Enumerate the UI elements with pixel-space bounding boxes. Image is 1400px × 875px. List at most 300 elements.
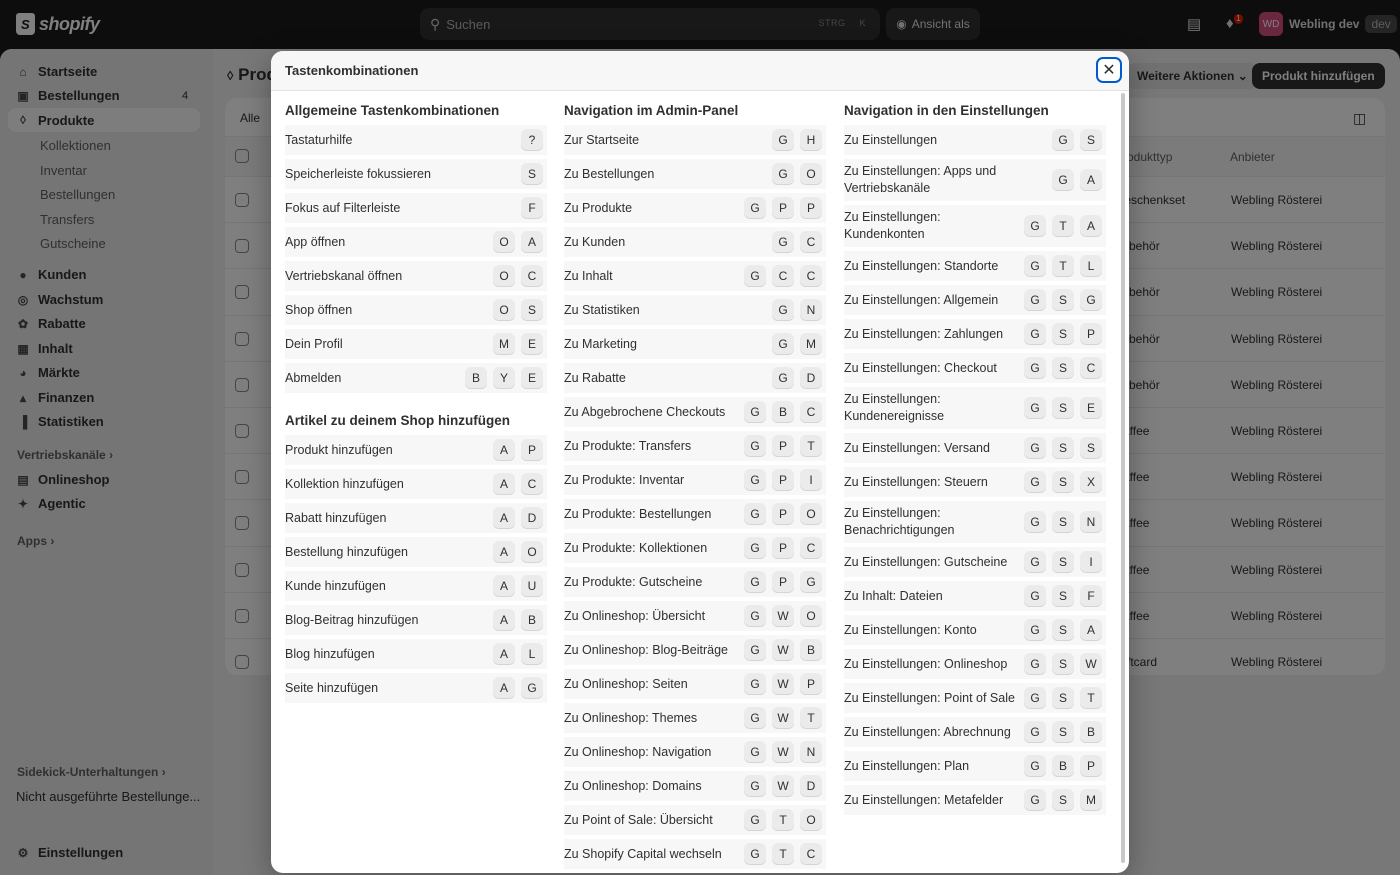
keycap: N [800, 299, 822, 321]
keycap: G [1024, 687, 1046, 709]
keycap: M [1080, 789, 1102, 811]
keycap: ? [521, 129, 543, 151]
keycap: A [493, 677, 515, 699]
keycap: P [1080, 755, 1102, 777]
shortcut-keys [493, 609, 547, 631]
keycap: S [1052, 357, 1074, 379]
shortcut-row [285, 537, 547, 567]
shortcut-row [844, 433, 1106, 463]
shortcut-label: Zu Onlineshop: Navigation [564, 744, 712, 759]
shortcut-label: Zu Einstellungen: Konto [844, 622, 977, 637]
shortcut-keys [493, 299, 547, 321]
shortcut-keys [465, 367, 547, 389]
shortcut-keys [521, 163, 547, 185]
shortcut-keys [1024, 551, 1106, 573]
keycap: A [493, 473, 515, 495]
keycap: G [744, 605, 766, 627]
shortcut-row [285, 503, 547, 533]
shortcut-row [285, 435, 547, 465]
shortcut-keys [772, 299, 826, 321]
keycap: S [1052, 397, 1074, 419]
keycap: S [1080, 129, 1102, 151]
shortcut-row [564, 227, 826, 257]
shortcut-row [564, 499, 826, 529]
shortcut-label: Zu Point of Sale: Übersicht [564, 812, 713, 827]
shortcut-keys [1024, 789, 1106, 811]
keycap: G [744, 435, 766, 457]
keycap: G [1024, 215, 1046, 237]
keycap: S [1052, 323, 1074, 345]
keycap: G [744, 775, 766, 797]
keycap: G [1024, 437, 1046, 459]
shortcut-label: Zu Rabatte [564, 370, 626, 385]
keycap: E [521, 333, 543, 355]
shortcut-label: Zu Produkte: Transfers [564, 438, 692, 453]
shortcut-row [844, 785, 1106, 815]
keycap: G [772, 129, 794, 151]
shortcut-row [844, 615, 1106, 645]
shortcut-row [285, 261, 547, 291]
shortcut-row [564, 397, 826, 427]
keycap: F [521, 197, 543, 219]
keycap: P [772, 571, 794, 593]
keycap: G [744, 537, 766, 559]
keycap: B [1052, 755, 1074, 777]
keycap: W [772, 775, 794, 797]
shortcut-label: Zu Einstellungen: Steuern [844, 474, 988, 489]
shortcut-keys [1052, 129, 1106, 151]
shortcut-row [285, 125, 547, 155]
keycap: G [1024, 585, 1046, 607]
shortcut-keys [521, 129, 547, 151]
shortcut-label: Zu Abgebrochene Checkouts [564, 404, 726, 419]
keycap: I [1080, 551, 1102, 573]
keycap: W [772, 741, 794, 763]
keycap: G [744, 673, 766, 695]
shortcut-keys [744, 605, 826, 627]
keycap: G [744, 503, 766, 525]
shortcut-label: Zu Shopify Capital wechseln [564, 846, 722, 861]
shortcut-keys [493, 265, 547, 287]
shortcut-keys [744, 673, 826, 695]
shortcut-label: Zu Onlineshop: Übersicht [564, 608, 706, 623]
keycap: T [800, 707, 822, 729]
keycap: E [521, 367, 543, 389]
keycap: G [521, 677, 543, 699]
shortcut-label: Zu Einstellungen: Kundenkonten [844, 210, 941, 241]
shortcut-row [285, 159, 547, 189]
keycap: D [521, 507, 543, 529]
keycap: S [1052, 789, 1074, 811]
keycap: A [493, 541, 515, 563]
keycap: A [521, 231, 543, 253]
shortcut-label: Zu Einstellungen: Abrechnung [844, 724, 1011, 739]
keycap: G [772, 299, 794, 321]
keycap: T [1052, 215, 1074, 237]
shortcut-label: Fokus auf Filterleiste [285, 200, 401, 215]
shortcut-label: Zu Onlineshop: Domains [564, 778, 702, 793]
shortcut-label: Zu Inhalt [564, 268, 613, 283]
shortcut-keys [744, 265, 826, 287]
shortcut-row [844, 251, 1106, 281]
keycap: A [493, 439, 515, 461]
shortcut-label: Tastaturhilfe [285, 132, 353, 147]
shortcut-row [564, 839, 826, 869]
keycap: G [1024, 255, 1046, 277]
shortcut-keys [744, 469, 826, 491]
shortcut-row [285, 673, 547, 703]
keycap: G [744, 265, 766, 287]
shortcut-row [844, 717, 1106, 747]
shortcut-label: Zu Einstellungen: Plan [844, 758, 970, 773]
shortcut-keys [493, 541, 547, 563]
keycap: T [1080, 687, 1102, 709]
keycap: G [1024, 619, 1046, 641]
shortcut-label: Zu Onlineshop: Themes [564, 710, 698, 725]
keycap: G [1052, 129, 1074, 151]
shortcut-label: Vertriebskanal öffnen [285, 268, 403, 283]
shortcut-row [564, 567, 826, 597]
shortcut-label: Zu Marketing [564, 336, 637, 351]
shortcut-label: Zu Einstellungen: Kundenereignisse [844, 392, 945, 423]
close-icon: ✕ [1102, 62, 1116, 79]
shortcut-row [844, 547, 1106, 577]
shortcut-row [564, 295, 826, 325]
shortcut-row [564, 669, 826, 699]
keycap: O [493, 231, 515, 253]
shortcut-row [564, 329, 826, 359]
shortcut-row [844, 467, 1106, 497]
shortcut-row [564, 431, 826, 461]
keycap: G [744, 401, 766, 423]
shortcut-keys [744, 197, 826, 219]
keycap: T [800, 435, 822, 457]
keycap: P [772, 197, 794, 219]
keycap: S [1052, 585, 1074, 607]
keycap: S [521, 299, 543, 321]
keycap: C [521, 473, 543, 495]
section-heading: Artikel zu deinem Shop hinzufügen [285, 413, 511, 428]
keycap: S [1052, 653, 1074, 675]
shortcut-row [564, 737, 826, 767]
shortcut-label: Zu Bestellungen [564, 166, 655, 181]
shortcut-keys [772, 163, 826, 185]
shortcut-label: Zu Inhalt: Dateien [844, 588, 943, 603]
shortcut-keys [772, 129, 826, 151]
shortcut-label: Zu Einstellungen [844, 132, 938, 147]
keycap: M [800, 333, 822, 355]
keycap: O [800, 503, 822, 525]
keycap: G [772, 163, 794, 185]
keycap: C [800, 265, 822, 287]
keycap: N [800, 741, 822, 763]
keycap: C [800, 537, 822, 559]
shortcut-row [285, 605, 547, 635]
keycap: G [1024, 789, 1046, 811]
keycap: O [800, 605, 822, 627]
keycap: G [1024, 755, 1046, 777]
shortcut-label: Kollektion hinzufügen [285, 476, 404, 491]
shortcut-row [844, 285, 1106, 315]
shortcut-keys [744, 571, 826, 593]
shortcut-keys [1052, 169, 1106, 191]
keycap: C [521, 265, 543, 287]
shortcut-label: Zu Einstellungen: Versand [844, 440, 990, 455]
keycap: W [772, 605, 794, 627]
shortcut-row [844, 205, 1106, 247]
keycap: L [1080, 255, 1102, 277]
shortcut-label: Dein Profil [285, 336, 343, 351]
shortcut-keys [744, 503, 826, 525]
shortcut-label: Seite hinzufügen [285, 680, 379, 695]
keycap: S [1052, 471, 1074, 493]
keycap: G [1024, 653, 1046, 675]
shortcut-keys [493, 575, 547, 597]
shortcut-keys [1024, 721, 1106, 743]
shortcut-keys [493, 439, 547, 461]
keycap: O [521, 541, 543, 563]
shortcut-keys [493, 333, 547, 355]
keycap: G [1024, 721, 1046, 743]
shortcut-label: Zu Einstellungen: Checkout [844, 360, 997, 375]
shortcut-label: Blog-Beitrag hinzufügen [285, 612, 419, 627]
keycap: I [800, 469, 822, 491]
keycap: T [772, 809, 794, 831]
shortcut-keys [521, 197, 547, 219]
section-heading: Navigation im Admin-Panel [564, 103, 739, 118]
shortcut-label: Zu Einstellungen: Apps und Vertriebskanäle [844, 164, 997, 195]
shortcut-row [844, 125, 1106, 155]
shortcut-row [285, 571, 547, 601]
keycap: G [744, 741, 766, 763]
shortcut-keys [1024, 585, 1106, 607]
keycap: C [800, 401, 822, 423]
shortcut-label: Zu Produkte: Inventar [564, 472, 685, 487]
shortcut-keys [772, 333, 826, 355]
keycap: P [800, 197, 822, 219]
modal-title: Tastenkombinationen [285, 63, 419, 78]
keycap: P [772, 435, 794, 457]
shortcut-label: App öffnen [285, 234, 346, 249]
shortcut-label: Speicherleiste fokussieren [285, 166, 431, 181]
shortcut-label: Zu Einstellungen: Allgemein [844, 292, 999, 307]
shortcut-row [285, 363, 547, 393]
shortcut-keys [1024, 289, 1106, 311]
shortcut-keys [493, 231, 547, 253]
shortcut-row [844, 353, 1106, 383]
shortcut-label: Zu Statistiken [564, 302, 640, 317]
shortcut-row [564, 363, 826, 393]
keycap: O [493, 265, 515, 287]
keycap: S [1052, 551, 1074, 573]
shortcut-label: Zu Einstellungen: Point of Sale [844, 690, 1015, 705]
shortcut-row [564, 465, 826, 495]
shortcut-keys [493, 643, 547, 665]
keycap: X [1080, 471, 1102, 493]
shortcut-row [844, 159, 1106, 201]
keycap: S [1052, 511, 1074, 533]
keycap: G [1024, 323, 1046, 345]
shortcut-keys [744, 401, 826, 423]
shortcut-label: Zu Produkte: Gutscheine [564, 574, 703, 589]
keycap: G [1080, 289, 1102, 311]
shortcut-label: Zu Einstellungen: Standorte [844, 258, 999, 273]
keycap: F [1080, 585, 1102, 607]
keycap: S [1052, 721, 1074, 743]
keyboard-shortcuts-modal [271, 51, 1129, 873]
shortcut-row [285, 227, 547, 257]
keycap: S [1052, 289, 1074, 311]
keycap: D [800, 367, 822, 389]
modal-header [271, 51, 1129, 91]
shortcut-keys [1024, 619, 1106, 641]
shortcut-label: Blog hinzufügen [285, 646, 375, 661]
keycap: S [1052, 437, 1074, 459]
keycap: G [744, 469, 766, 491]
keycap: G [1024, 397, 1046, 419]
shortcut-label: Bestellung hinzufügen [285, 544, 409, 559]
shortcut-row [564, 635, 826, 665]
shortcut-row [285, 193, 547, 223]
keycap: U [521, 575, 543, 597]
keycap: C [772, 265, 794, 287]
keycap: G [744, 571, 766, 593]
shortcut-row [285, 295, 547, 325]
shortcut-keys [493, 473, 547, 495]
keycap: S [1052, 619, 1074, 641]
keycap: M [493, 333, 515, 355]
keycap: P [1080, 323, 1102, 345]
keycap: G [744, 809, 766, 831]
shortcut-row [844, 387, 1106, 429]
keycap: A [1080, 619, 1102, 641]
shortcut-keys [744, 809, 826, 831]
keycap: Y [493, 367, 515, 389]
keycap: W [772, 673, 794, 695]
shortcut-keys [1024, 511, 1106, 533]
keycap: A [493, 507, 515, 529]
shortcut-label: Zu Onlineshop: Blog-Beiträge [564, 642, 728, 657]
keycap: C [800, 231, 822, 253]
shortcut-column-general [285, 103, 547, 707]
keycap: P [800, 673, 822, 695]
close-button[interactable] [1096, 57, 1122, 83]
shortcut-label: Abmelden [285, 370, 342, 385]
keycap: T [772, 843, 794, 865]
keycap: H [800, 129, 822, 151]
shortcut-row [844, 683, 1106, 713]
shortcut-row [564, 771, 826, 801]
keycap: O [800, 163, 822, 185]
keycap: C [800, 843, 822, 865]
keycap: G [800, 571, 822, 593]
shortcut-row [285, 329, 547, 359]
keycap: G [744, 197, 766, 219]
keycap: G [772, 367, 794, 389]
keycap: W [1080, 653, 1102, 675]
shortcut-keys [1024, 397, 1106, 419]
shortcut-row [564, 533, 826, 563]
shortcut-row [844, 649, 1106, 679]
keycap: L [521, 643, 543, 665]
shortcut-label: Shop öffnen [285, 302, 353, 317]
keycap: P [772, 503, 794, 525]
shortcut-keys [744, 435, 826, 457]
shortcut-label: Zu Kunden [564, 234, 626, 249]
keycap: A [1080, 169, 1102, 191]
keycap: B [465, 367, 487, 389]
shortcut-keys [744, 707, 826, 729]
keycap: B [772, 401, 794, 423]
shortcut-keys [1024, 323, 1106, 345]
shortcut-column-settings-nav [844, 103, 1106, 819]
section-heading: Allgemeine Tastenkombinationen [285, 103, 500, 118]
shortcut-row [285, 639, 547, 669]
keycap: N [1080, 511, 1102, 533]
shortcut-keys [1024, 687, 1106, 709]
keycap: S [1052, 687, 1074, 709]
shortcut-label: Kunde hinzufügen [285, 578, 386, 593]
keycap: S [1080, 437, 1102, 459]
keycap: A [493, 609, 515, 631]
keycap: G [772, 333, 794, 355]
keycap: G [744, 639, 766, 661]
shortcut-row [844, 581, 1106, 611]
keycap: O [493, 299, 515, 321]
shortcut-keys [493, 677, 547, 699]
shortcut-keys [1024, 255, 1106, 277]
keycap: E [1080, 397, 1102, 419]
shortcut-keys [744, 741, 826, 763]
keycap: P [772, 537, 794, 559]
keycap: P [521, 439, 543, 461]
keycap: B [521, 609, 543, 631]
shortcut-label: Zu Produkte: Bestellungen [564, 506, 712, 521]
keycap: B [1080, 721, 1102, 743]
shortcut-row [285, 469, 547, 499]
keycap: G [772, 231, 794, 253]
shortcut-row [564, 703, 826, 733]
keycap: D [800, 775, 822, 797]
shortcut-row [844, 319, 1106, 349]
shortcut-label: Zu Produkte: Kollektionen [564, 540, 708, 555]
shortcut-keys [744, 775, 826, 797]
keycap: B [800, 639, 822, 661]
shortcut-row [564, 125, 826, 155]
scrollbar[interactable] [1121, 93, 1125, 863]
keycap: G [1024, 289, 1046, 311]
shortcut-row [564, 193, 826, 223]
keycap: O [800, 809, 822, 831]
shortcut-column-admin-nav [564, 103, 826, 873]
shortcut-label: Zu Einstellungen: Gutscheine [844, 554, 1008, 569]
shortcut-row [564, 261, 826, 291]
section-heading: Navigation in den Einstellungen [844, 103, 1049, 118]
keycap: W [772, 639, 794, 661]
shortcut-label: Zur Startseite [564, 132, 640, 147]
shortcut-keys [744, 639, 826, 661]
shortcut-keys [1024, 653, 1106, 675]
shortcut-keys [744, 843, 826, 865]
shortcut-label: Produkt hinzufügen [285, 442, 393, 457]
shortcut-keys [772, 367, 826, 389]
shortcut-keys [1024, 357, 1106, 379]
keycap: C [1080, 357, 1102, 379]
shortcut-keys [1024, 755, 1106, 777]
shortcut-keys [1024, 437, 1106, 459]
keycap: A [493, 643, 515, 665]
shortcut-keys [1024, 215, 1106, 237]
